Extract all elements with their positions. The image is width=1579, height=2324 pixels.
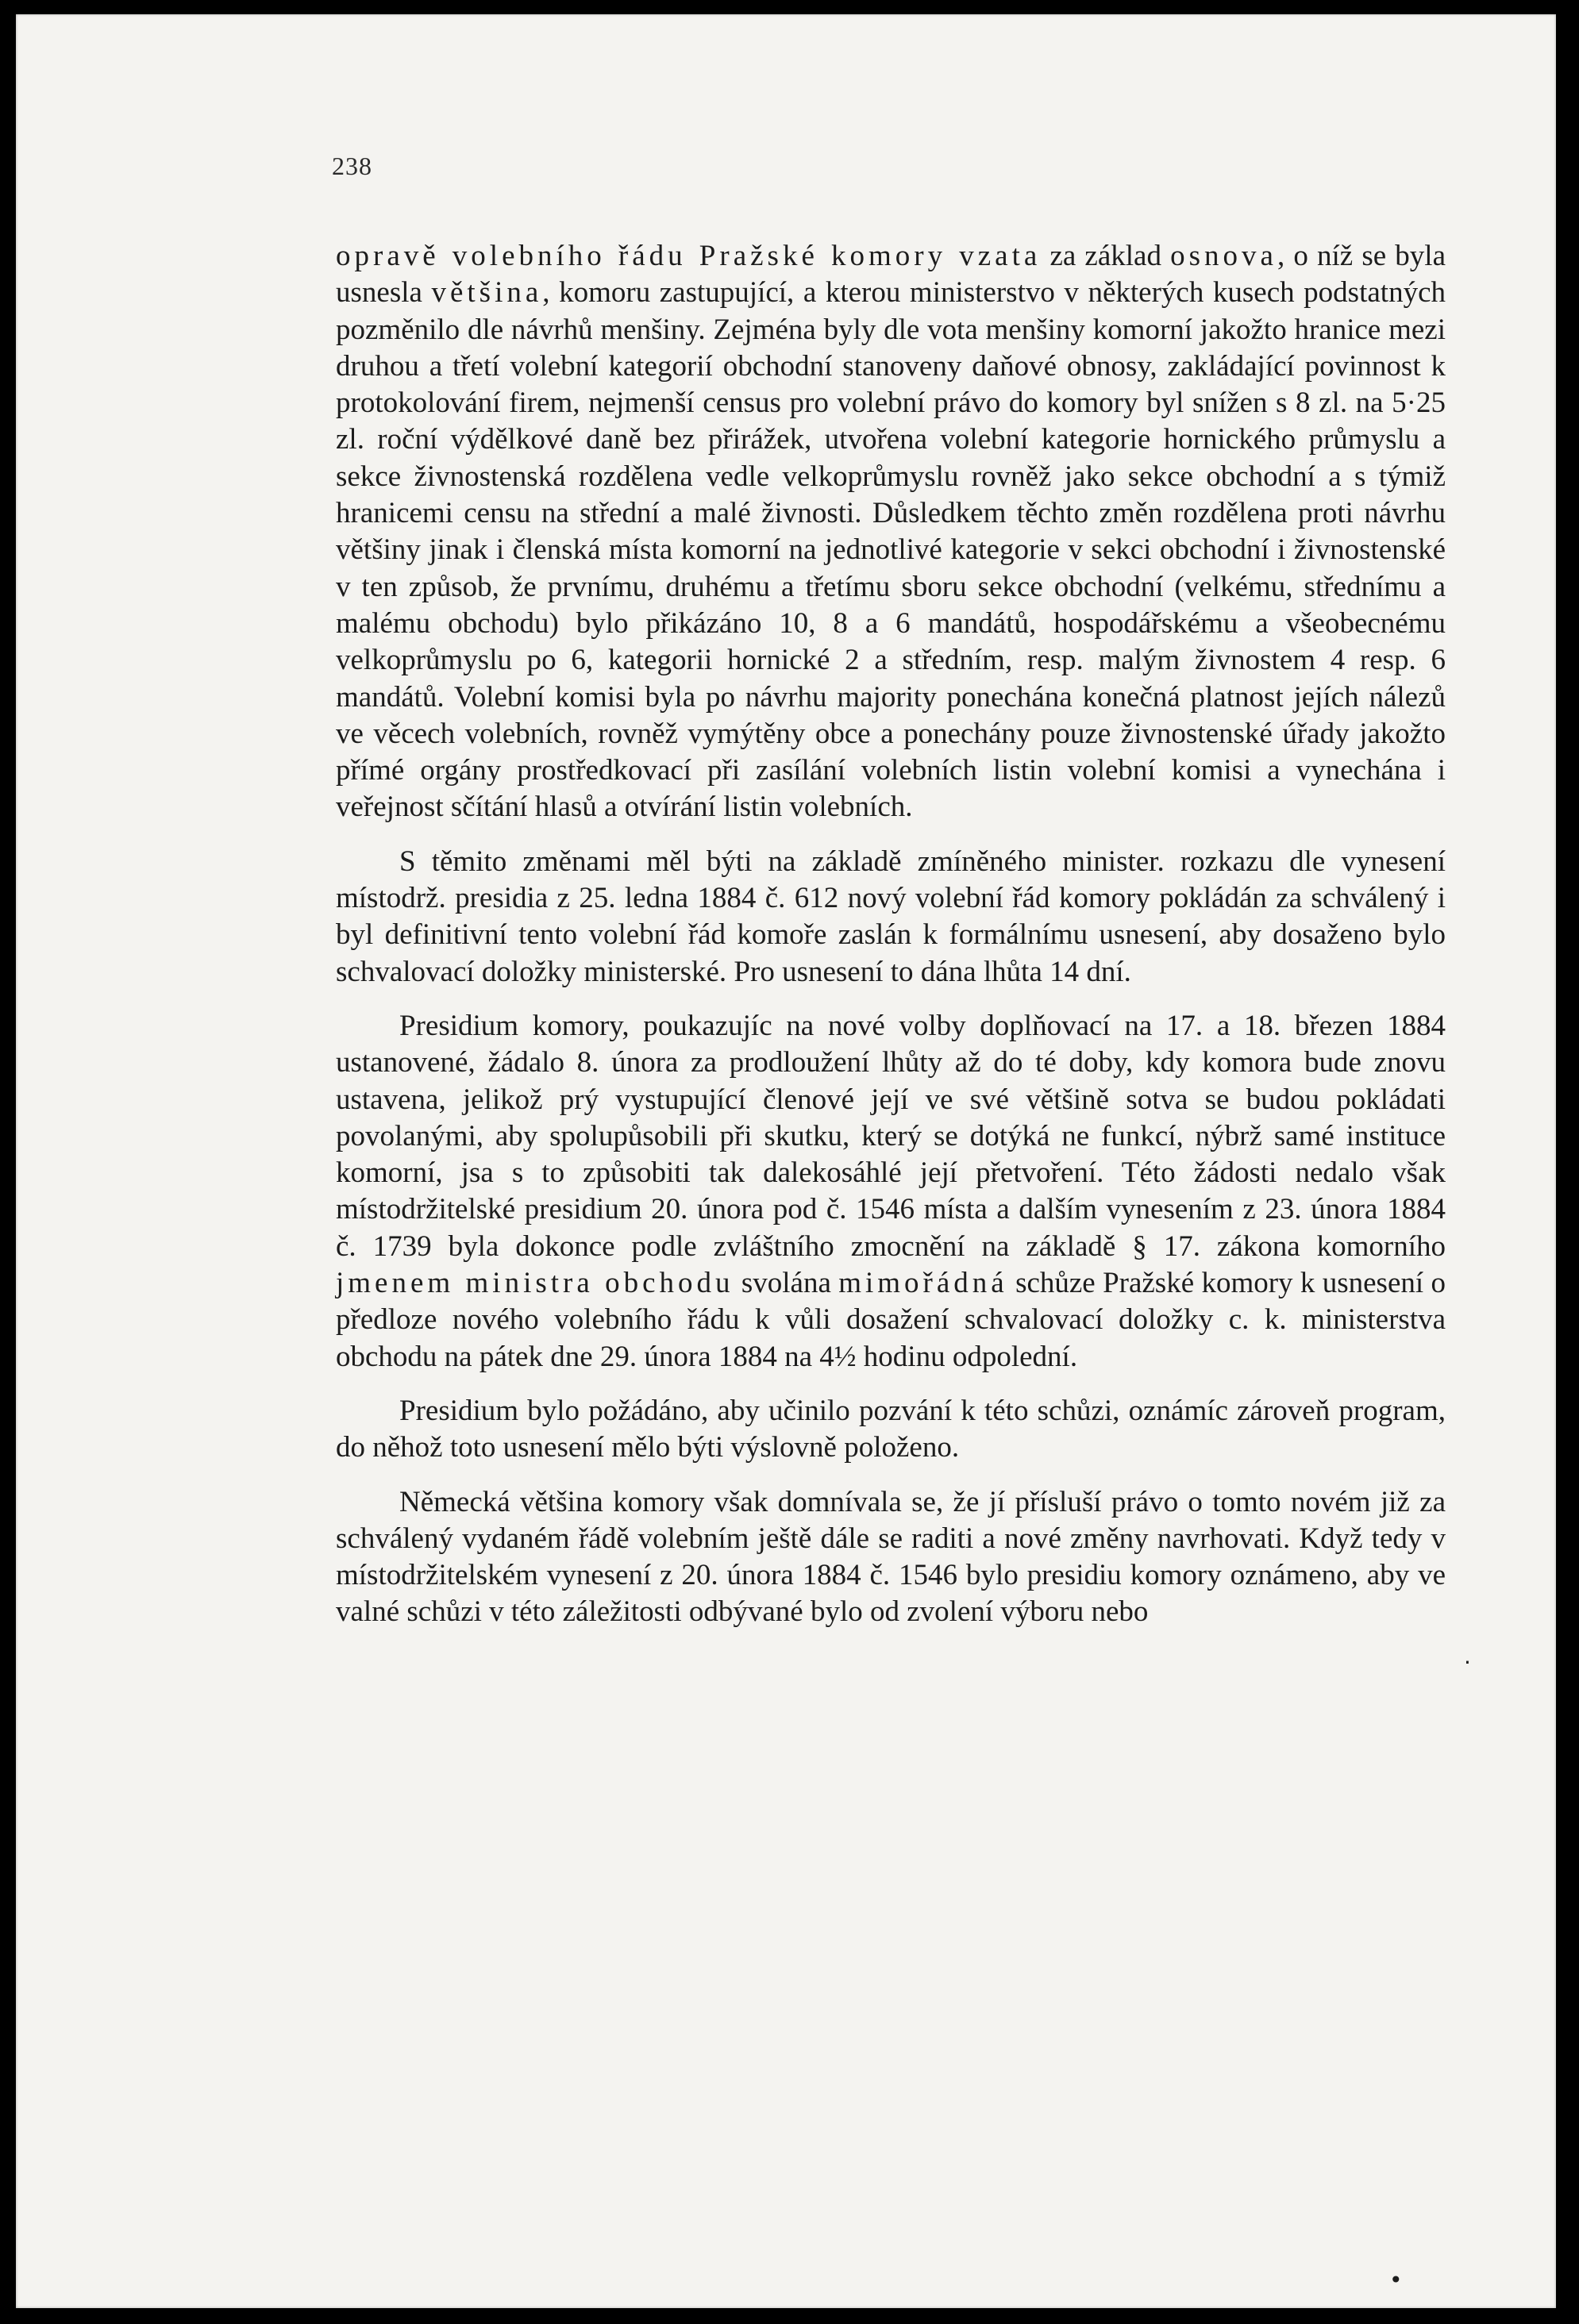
spaced-text: většina <box>431 276 543 310</box>
spaced-text: jmenem ministra obchodu <box>336 1267 734 1300</box>
paragraph <box>336 238 1446 826</box>
text-run: svolána <box>734 1267 839 1300</box>
bottom-dot-mark: • <box>1389 2267 1403 2293</box>
page-number: 238 <box>332 152 372 180</box>
paragraph <box>336 1008 1446 1376</box>
paragraph <box>336 1484 1446 1631</box>
text-run: S těmito změnami měl býti na základě zmíněného minister. rozkazu dle vynesení místodrž. presidia z 25. ledna 1884 č. 612 nový volební řád komory pokládán za schválený i byl definitivní tento volební řád komoře zaslán k formálnímu usnesení, aby dosaženo bylo schvalovací doložky ministerské. Pro usnesení to dána lhůta 14 dní. <box>336 845 1446 988</box>
paragraph <box>336 844 1446 991</box>
book-page <box>16 14 1556 2308</box>
spaced-text: mimořádná <box>838 1267 1008 1300</box>
spaced-text: osnova <box>1170 240 1277 272</box>
text-run: Presidium bylo požádáno, aby učinilo pozvání k této schůzi, oznámíc zároveň program, do něhož toto usnesení mělo býti výslovně položeno. <box>336 1394 1446 1464</box>
text-run: Německá většina komory však domnívala se, že jí přísluší právo o tomto novém již za schválený vydaném řádě volebním ještě dále se raditi a nové změny navrhovati. Když tedy v místodržitelském vynesení z 20. února 1884 č. 1546 bylo presidiu komory oznámeno, aby ve valné schůzi v této záležitosti odbývané bylo od zvolení výboru nebo <box>336 1485 1446 1629</box>
text-run: , o níž se byla usnesla <box>336 240 1446 310</box>
body-text <box>336 238 1446 1649</box>
text-run: za základ <box>1041 240 1171 272</box>
text-run: schůze Pražské komory k usnesení o předloze nového volebního řádu k vůli dosažení schvalovací doložky c. k. ministerstva obchodu na pátek dne 29. února 1884 na 4½ hodinu odpolední. <box>336 1267 1446 1373</box>
margin-dot-mark: · <box>1464 1649 1471 1676</box>
text-run: , komoru zastupující, a kterou ministerstvo v některých kusech podstatných pozměnilo dle návrhů menšiny. Zejména byly dle vota menšiny komorní jakožto hranice mezi druhou a třetí volební kategorií obchodní stanoveny daňové obnosy, zakládající povinnost k protokolování firem, nejmenší census pro volební právo do komory byl snížen s 8 zl. na 5·25 zl. roční výdělkové daně bez přirážek, utvořena volební kategorie hornického průmyslu a sekce živnostenská rozdělena vedle velkoprůmyslu rovněž jako sekce obchodní a s týmiž hranicemi censu na střední a malé živnosti. Důsledkem těchto změn rozdělena proti návrhu většiny jinak i členská místa komorní na jednotlivé kategorie v sekci obchodní i živnostenské v ten způsob, že prvnímu, druhému a třetímu sboru sekce obchodní (velkému, střednímu a malému obchodu) bylo přikázáno 10, 8 a 6 mandátů, hospodářskému a všeobecnému velkoprůmyslu po 6, kategorii hornické 2 a středním, resp. malým živnostem 4 resp. 6 mandátů. Volební komisi byla po návrhu majority ponechána konečná platnost jejích nálezů ve věcech volebních, rovněž vymýtěny obce a ponechány pouze živnostenské úřady jakožto přímé orgány prostředkovací při zasílání volebních listin volební komisi a vynechána i veřejnost sčítání hlasů a otvírání listin volebních. <box>336 276 1446 824</box>
paragraph <box>336 1393 1446 1467</box>
spaced-text: opravě volebního řádu Pražské komory vzata <box>336 240 1042 272</box>
text-run: Presidium komory, poukazujíc na nové volby doplňovací na 17. a 18. březen 1884 ustanovené, žádalo 8. února za prodloužení lhůty až do té doby, kdy komora bude znovu ustavena, jelikož prý vystupující členové její ve své většině sotva se budou pokládati povolanými, aby spolupůsobili při skutku, který se dotýká ne funkcí, nýbrž samé instituce komorní, jsa s to způsobiti tak dalekosáhlé její přetvoření. Této žádosti nedalo však místodržitelské presidium 20. února pod č. 1546 místa a dalším vynesením z 23. února 1884 č. 1739 byla dokonce podle zvláštního zmocnění na základě § 17. zákona komorního <box>336 1009 1446 1263</box>
